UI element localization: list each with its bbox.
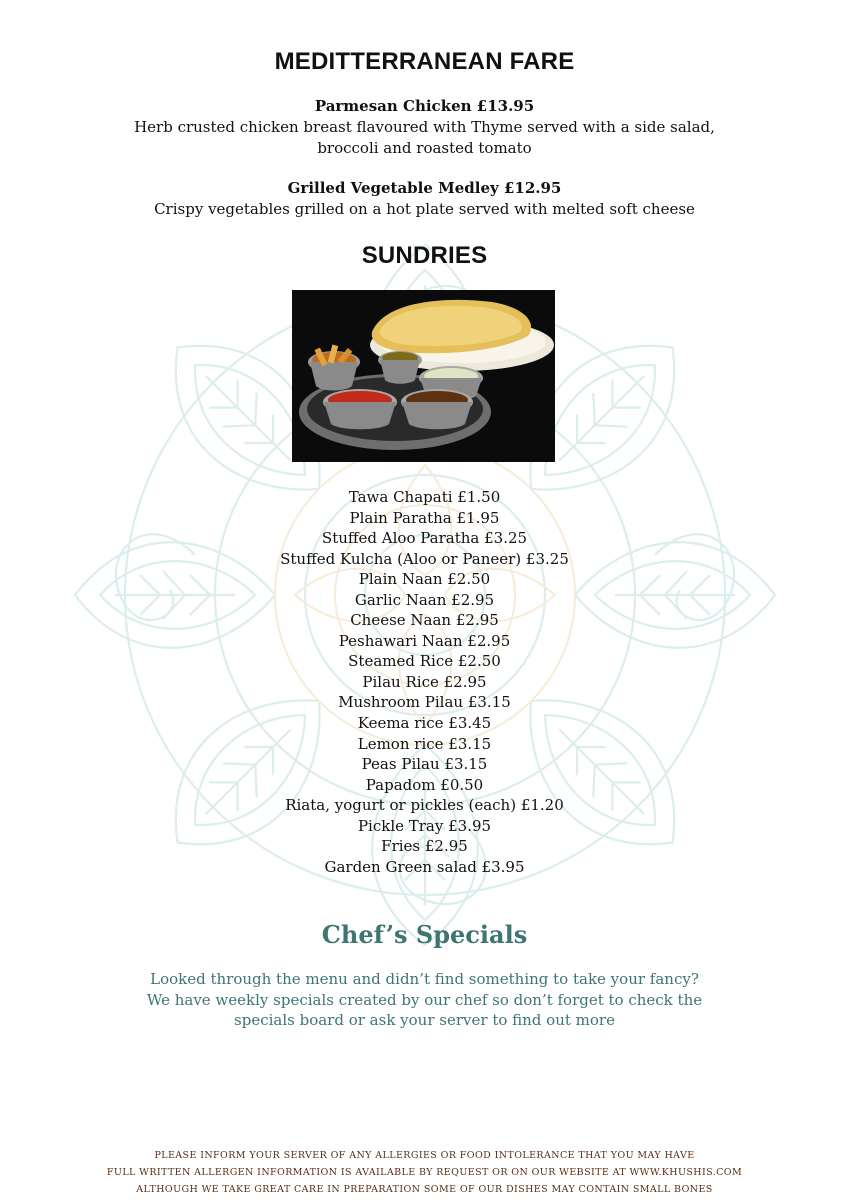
dish-description: Crispy vegetables grilled on a hot plate served with melted soft cheese (154, 200, 695, 218)
allergen-line: PLEASE INFORM YOUR SERVER OF ANY ALLERGIES OR FOOD INTOLERANCE THAT YOU MAY HAVE (154, 1150, 695, 1161)
menu-item-parmesan-chicken (0, 96, 849, 159)
list-item: Pickle Tray £3.95 (357, 816, 492, 835)
list-item: Lemon rice £3.15 (357, 734, 492, 753)
dish-name: Parmesan Chicken £13.95 (314, 97, 535, 115)
list-item: Garlic Naan £2.95 (354, 590, 495, 609)
dish-description: broccoli and roasted tomato (317, 139, 532, 157)
list-item: Plain Paratha £1.95 (349, 508, 500, 527)
dish-description: Herb crusted chicken breast flavoured with Thyme served with a side salad, (134, 118, 715, 136)
sundries-list (0, 487, 849, 877)
allergen-line: FULL WRITTEN ALLERGEN INFORMATION IS AVAILABLE BY REQUEST OR ON OUR WEBSITE AT WWW.KHUSHIS.COM (106, 1167, 743, 1178)
chefs-specials-line: We have weekly specials created by our chef so don’t forget to check the (146, 990, 703, 1009)
list-item: Garden Green salad £3.95 (324, 857, 525, 876)
list-item: Peshawari Naan £2.95 (338, 631, 511, 650)
papadom-illustration (292, 290, 555, 462)
list-item: Cheese Naan £2.95 (350, 611, 499, 630)
chefs-specials-line: Looked through the menu and didn’t find something to take your fancy? (150, 970, 699, 988)
list-item: Papadom £0.50 (365, 775, 484, 794)
chefs-specials-heading: Chef’s Specials (321, 920, 528, 949)
list-item: Fries £2.95 (381, 837, 468, 856)
list-item: Steamed Rice £2.50 (348, 652, 501, 671)
list-item: Keema rice £3.45 (357, 714, 492, 733)
chefs-specials-text (0, 969, 849, 1031)
allergen-notice (0, 1147, 849, 1198)
list-item: Mushroom Pilau £3.15 (338, 693, 511, 712)
sundries-heading: SUNDRIES (361, 242, 488, 269)
chefs-specials-line: specials board or ask your server to find out more (234, 1011, 615, 1029)
list-item: Tawa Chapati £1.50 (348, 488, 501, 506)
list-item: Stuffed Kulcha (Aloo or Paneer) £3.25 (280, 549, 569, 568)
papadom-photo (292, 290, 555, 462)
list-item: Plain Naan £2.50 (358, 570, 491, 589)
allergen-line: ALTHOUGH WE TAKE GREAT CARE IN PREPARATION SOME OF OUR DISHES MAY CONTAIN SMALL BONES (136, 1184, 713, 1195)
list-item: Peas Pilau £3.15 (361, 755, 488, 774)
menu-item-grilled-vegetable-medley (0, 178, 849, 220)
list-item: Riata, yogurt or pickles (each) £1.20 (285, 796, 564, 815)
dish-name: Grilled Vegetable Medley £12.95 (287, 179, 562, 197)
list-item: Pilau Rice £2.95 (362, 672, 487, 691)
mediterranean-heading: MEDITTERRANEAN FARE (274, 48, 575, 75)
list-item: Stuffed Aloo Paratha £3.25 (321, 529, 528, 548)
